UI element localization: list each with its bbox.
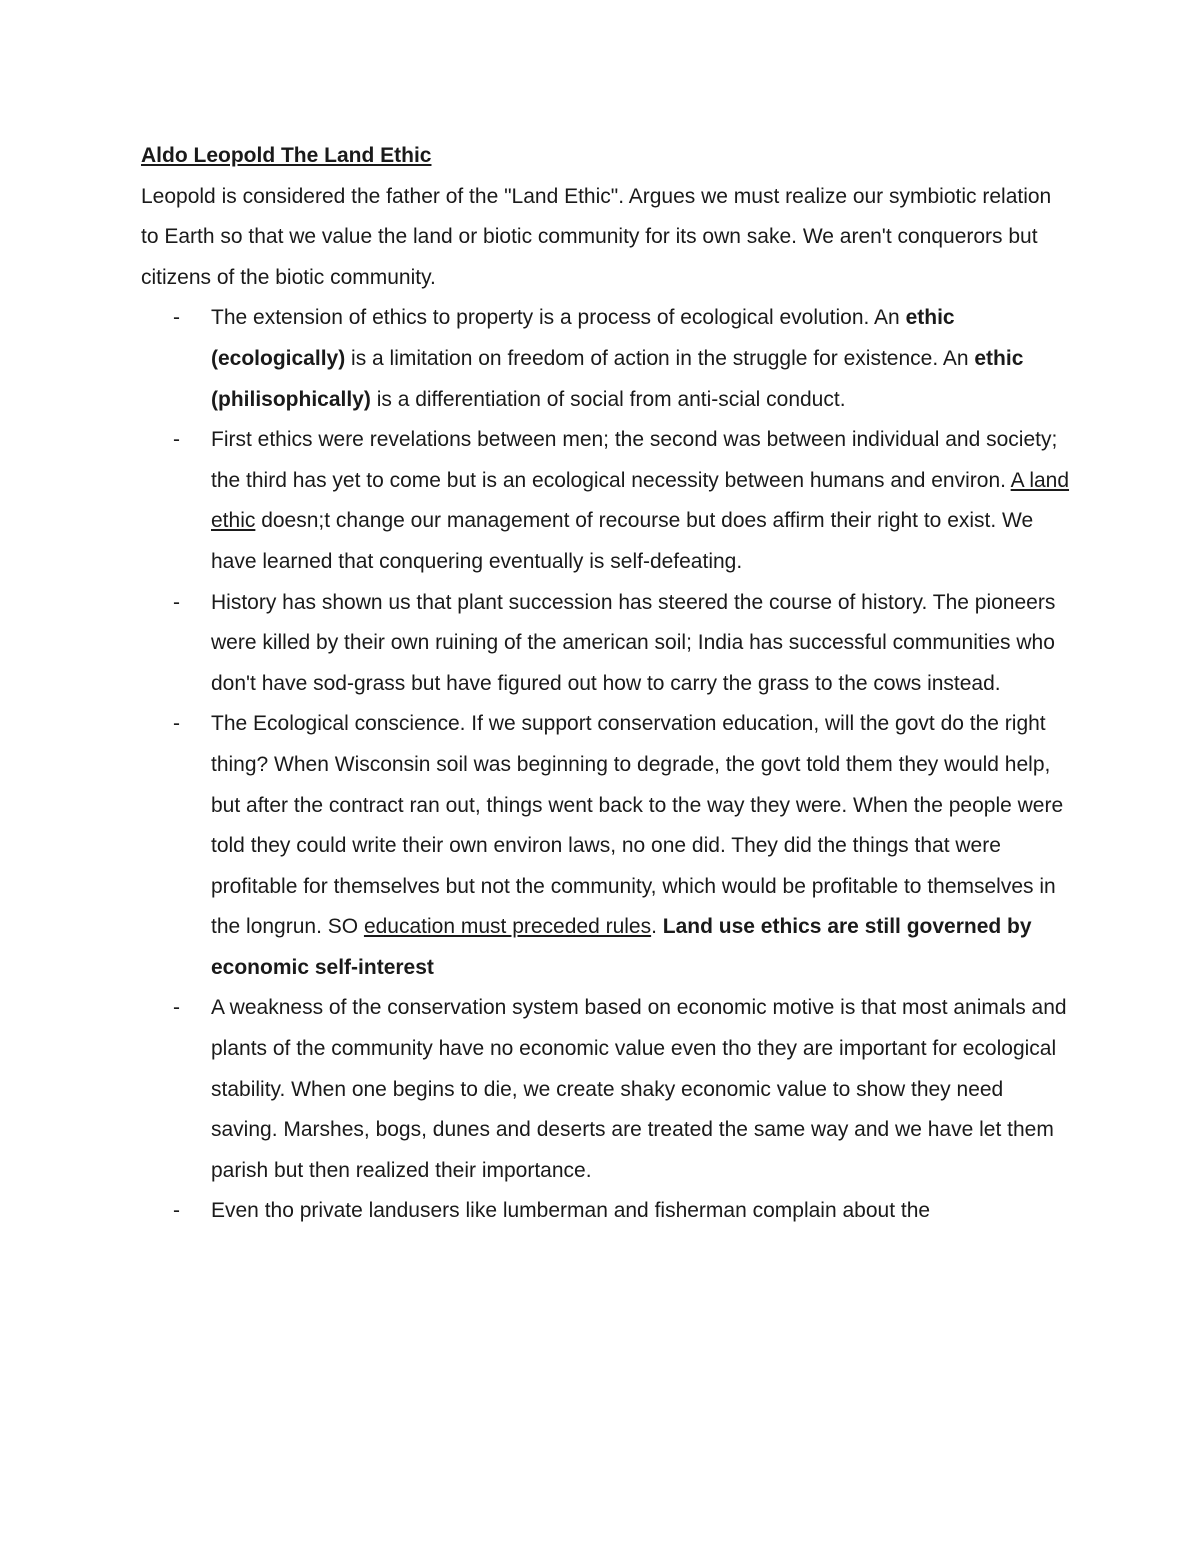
bullet-text: The Ecological conscience. If we support conservation education, will the govt do the right thing? When Wisconsin soil was beginning to degrade, the govt told them they would help, but after the contract ran out, things went back to the way they were. When the people were told they could write their own environ laws, no one did. They did the things that were profitable for themselves but not the community, which would be profitable to themselves in the longrun. SO	[211, 712, 1064, 939]
underlined-term: education must preceded rules	[363, 915, 652, 939]
bullet-dash: -	[173, 428, 180, 452]
list-item	[141, 1191, 1071, 1232]
document-title: Aldo Leopold The Land Ethic	[141, 144, 432, 167]
bullet-text: is a limitation on freedom of action in the struggle for existence. An	[345, 346, 975, 370]
bullet-dash: -	[173, 1199, 180, 1223]
bold-term: ethic (ecologically)	[211, 306, 955, 370]
bullet-text: .	[651, 915, 663, 939]
list-item	[141, 988, 1071, 1191]
bullet-text: doesn;t change our management of recourse but does affirm their right to exist. We have learned that conquering eventually is self-defeating.	[211, 509, 1034, 573]
list-item	[141, 704, 1071, 988]
bullet-dash: -	[173, 712, 180, 736]
list-item	[141, 420, 1071, 582]
bullet-dash: -	[173, 306, 180, 330]
bullet-text: A weakness of the conservation system based on economic motive is that most animals and plants of the community have no economic value even tho they are important for ecological stability. When one begins to die, we create shaky economic value to show they need saving. Marshes, bogs, dunes and deserts are treated the same way and we have let them parish but then realized their importance.	[211, 996, 1067, 1182]
bullet-text: First ethics were revelations between men; the second was between individual and society; the third has yet to come but is an ecological necessity between humans and environ.	[211, 428, 1058, 492]
bullet-text: History has shown us that plant succession has steered the course of history. The pioneers were killed by their own ruining of the american soil; India has successful communities who don't have sod-grass but have figured out how to carry the grass to the cows instead.	[211, 590, 1056, 695]
bullet-dash: -	[173, 996, 180, 1020]
bold-term: ethic (philisophically)	[211, 346, 1024, 411]
list-item	[141, 583, 1071, 705]
bullet-list	[141, 298, 1071, 1232]
underlined-term: A land ethic	[211, 468, 1070, 533]
bullet-text: is a differentiation of social from anti-scial conduct.	[370, 387, 846, 411]
list-item	[141, 298, 1071, 420]
bullet-text: The extension of ethics to property is a process of ecological evolution. An	[211, 306, 906, 330]
intro-paragraph: Leopold is considered the father of the "Land Ethic". Argues we must realize our symbiotic relation to Earth so that we value the land or biotic community for its own sake. We aren't conquerors but citizens of the biotic community.	[141, 184, 1052, 289]
bold-statement: Land use ethics are still governed by economic self-interest	[211, 915, 1032, 979]
bullet-text: Even tho private landusers like lumberman and fisherman complain about the	[211, 1199, 931, 1223]
bullet-dash: -	[173, 590, 180, 614]
document-page	[141, 136, 1071, 1232]
